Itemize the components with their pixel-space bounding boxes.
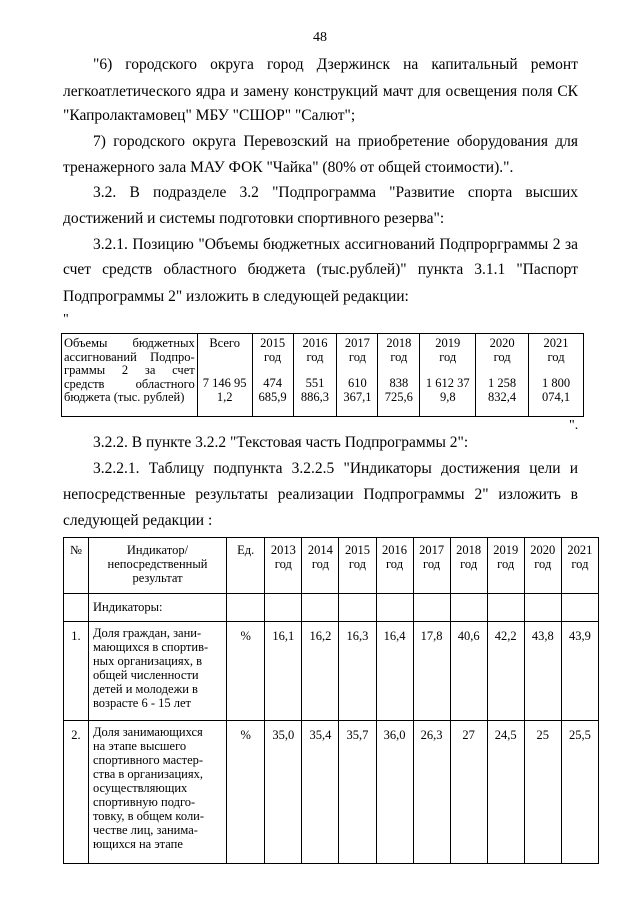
header-cell: 2017 год xyxy=(413,538,450,594)
indicator-value: 42,2 xyxy=(487,622,524,721)
text-line: легкоатлетического ядра и замену конструкций мачт для освещения поля СК xyxy=(63,83,578,100)
paragraph-3-2 xyxy=(63,185,578,200)
header-cell: 2014 год xyxy=(302,538,339,594)
header-cell: 2016 год xyxy=(376,538,413,594)
budget-value: 838 725,6 xyxy=(384,376,413,404)
indicator-value: 43,9 xyxy=(561,622,598,721)
header-cell: 2015 год xyxy=(339,538,376,594)
budget-label-line: граммы 2 за счет xyxy=(64,363,195,377)
header-cell: 2019 год xyxy=(487,538,524,594)
indicator-value: 16,4 xyxy=(376,622,413,721)
text-line: "Капролактамовец" МБУ "СШОР" "Салют"; xyxy=(63,107,356,124)
budget-header xyxy=(420,334,476,417)
header-cell: № xyxy=(64,538,89,594)
header-cell: 2018 год xyxy=(450,538,487,594)
paragraph-3-2-2-1 xyxy=(63,461,578,476)
indicator-row xyxy=(64,721,599,864)
indicator-number: 1. xyxy=(64,622,89,721)
indicator-value: 35,7 xyxy=(339,721,376,864)
paragraph-item-7 xyxy=(63,134,578,149)
text-line: Подпрограммы 2" изложить в следующей редакции: xyxy=(63,288,409,305)
budget-header xyxy=(252,334,293,417)
paragraph-3-2-1 xyxy=(63,237,578,252)
indicator-value: 16,1 xyxy=(265,622,302,721)
header-cell: 2020 год xyxy=(524,538,561,594)
budget-header-text: 2020 год xyxy=(489,336,515,364)
header-cell: Индикатор/ непосредственный результат xyxy=(88,538,226,594)
budget-value: 1 612 37 9,8 xyxy=(425,376,470,404)
budget-header-text: Всего xyxy=(209,336,240,350)
indicator-value: 43,8 xyxy=(524,622,561,721)
text-line: 3.2. В подразделе 3.2 "Подпрограмма "Развитие спорта высших xyxy=(93,184,578,201)
indicator-value: 40,6 xyxy=(450,622,487,721)
budget-header-text: 2017 год xyxy=(344,336,370,364)
indicator-value: 17,8 xyxy=(413,622,450,721)
section-label: Индикаторы: xyxy=(88,594,226,622)
indicator-value: 25,5 xyxy=(561,721,598,864)
page-number: 48 xyxy=(313,30,327,45)
budget-header-text: 2018 год xyxy=(386,336,412,364)
budget-header xyxy=(197,334,252,417)
budget-label xyxy=(62,334,198,417)
open-quote: " xyxy=(63,312,69,327)
empty-cell xyxy=(339,594,376,622)
empty-cell xyxy=(413,594,450,622)
text-line: счет средств областного бюджета (тыс.рублей)" пункта 3.1.1 "Паспорт xyxy=(63,261,578,278)
text-line: 3.2.2.1. Таблицу подпункта 3.2.2.5 "Индикаторы достижения цели и xyxy=(93,460,578,477)
empty-cell xyxy=(487,594,524,622)
indicator-value: 25 xyxy=(524,721,561,864)
empty-cell xyxy=(64,594,89,622)
indicators-section-row xyxy=(64,594,599,622)
text-line: "6) городского округа город Дзержинск на капитальный ремонт xyxy=(93,56,578,73)
text-line: тренажерного зала МАУ ФОК "Чайка" (80% от общей стоимости).". xyxy=(63,159,514,176)
indicator-value: 35,0 xyxy=(265,721,302,864)
indicator-value: 35,4 xyxy=(302,721,339,864)
indicator-value: 24,5 xyxy=(487,721,524,864)
budget-value: 551 886,3 xyxy=(300,376,330,404)
indicator-value: 26,3 xyxy=(413,721,450,864)
indicator-unit: % xyxy=(227,721,265,864)
indicator-number: 2. xyxy=(64,721,89,864)
text-line: следующей редакции : xyxy=(63,512,213,529)
text-line: 3.2.2. В пункте 3.2.2 "Текстовая часть Подпрограммы 2": xyxy=(93,434,469,451)
indicator-name: Доля занимающихся на этапе высшего спортивного мастер- ства в организациях, осуществляющих спортивную подго- товку, в общем коли- честве лиц, занима- ющихся на этапе xyxy=(88,721,226,864)
paragraph-item-6 xyxy=(63,57,578,72)
budget-table xyxy=(61,333,584,417)
text-line: 7) городского округа Перевозский на приобретение оборудования для xyxy=(93,133,578,150)
empty-cell xyxy=(302,594,339,622)
budget-header-text: 2016 год xyxy=(302,336,328,364)
indicator-name: Доля граждан, зани- мающихся в спортив- ных организациях, в общей численности детей и молодежи в возрасте 6 - 15 лет xyxy=(88,622,226,721)
budget-header-text: 2015 год xyxy=(260,336,286,364)
budget-header xyxy=(337,334,378,417)
indicator-value: 16,3 xyxy=(339,622,376,721)
empty-cell xyxy=(524,594,561,622)
budget-value: 1 258 832,4 xyxy=(488,376,517,404)
indicator-value: 27 xyxy=(450,721,487,864)
budget-label-line: Объемы бюджетных xyxy=(64,336,195,350)
budget-value: 610 367,1 xyxy=(343,376,372,404)
header-cell: Ед. xyxy=(227,538,265,594)
empty-cell xyxy=(450,594,487,622)
text-line: непосредственные результаты реализации Подпрограммы 2" изложить в xyxy=(63,486,578,503)
budget-header-text: 2021 год xyxy=(543,336,569,364)
text-line: достижений и системы подготовки спортивного резерва": xyxy=(63,210,445,227)
indicator-row xyxy=(64,622,599,721)
indicator-value: 36,0 xyxy=(376,721,413,864)
indicator-unit: % xyxy=(227,622,265,721)
empty-cell xyxy=(265,594,302,622)
empty-cell xyxy=(227,594,265,622)
budget-header xyxy=(529,334,584,417)
indicator-value: 16,2 xyxy=(302,622,339,721)
budget-value: 1 800 074,1 xyxy=(541,376,571,404)
budget-value: 7 146 95 1,2 xyxy=(202,376,247,404)
empty-cell xyxy=(561,594,598,622)
budget-label-line: бюджета (тыс. рублей) xyxy=(64,390,185,404)
budget-value: 474 685,9 xyxy=(258,376,287,404)
budget-label-line: средств областного xyxy=(64,376,195,391)
indicators-table xyxy=(63,537,599,864)
budget-header-text: 2019 год xyxy=(435,336,461,364)
text-line: 3.2.1. Позицию "Объемы бюджетных ассигнований Подпрорграммы 2 за xyxy=(93,236,578,253)
budget-header xyxy=(378,334,420,417)
close-quote: ". xyxy=(569,418,579,433)
budget-label-line: ассигнований Подпро- xyxy=(64,349,195,364)
empty-cell xyxy=(376,594,413,622)
budget-header xyxy=(293,334,337,417)
header-cell: 2021 год xyxy=(561,538,598,594)
header-cell: 2013 год xyxy=(265,538,302,594)
indicators-header-row xyxy=(64,538,599,594)
budget-header xyxy=(476,334,529,417)
